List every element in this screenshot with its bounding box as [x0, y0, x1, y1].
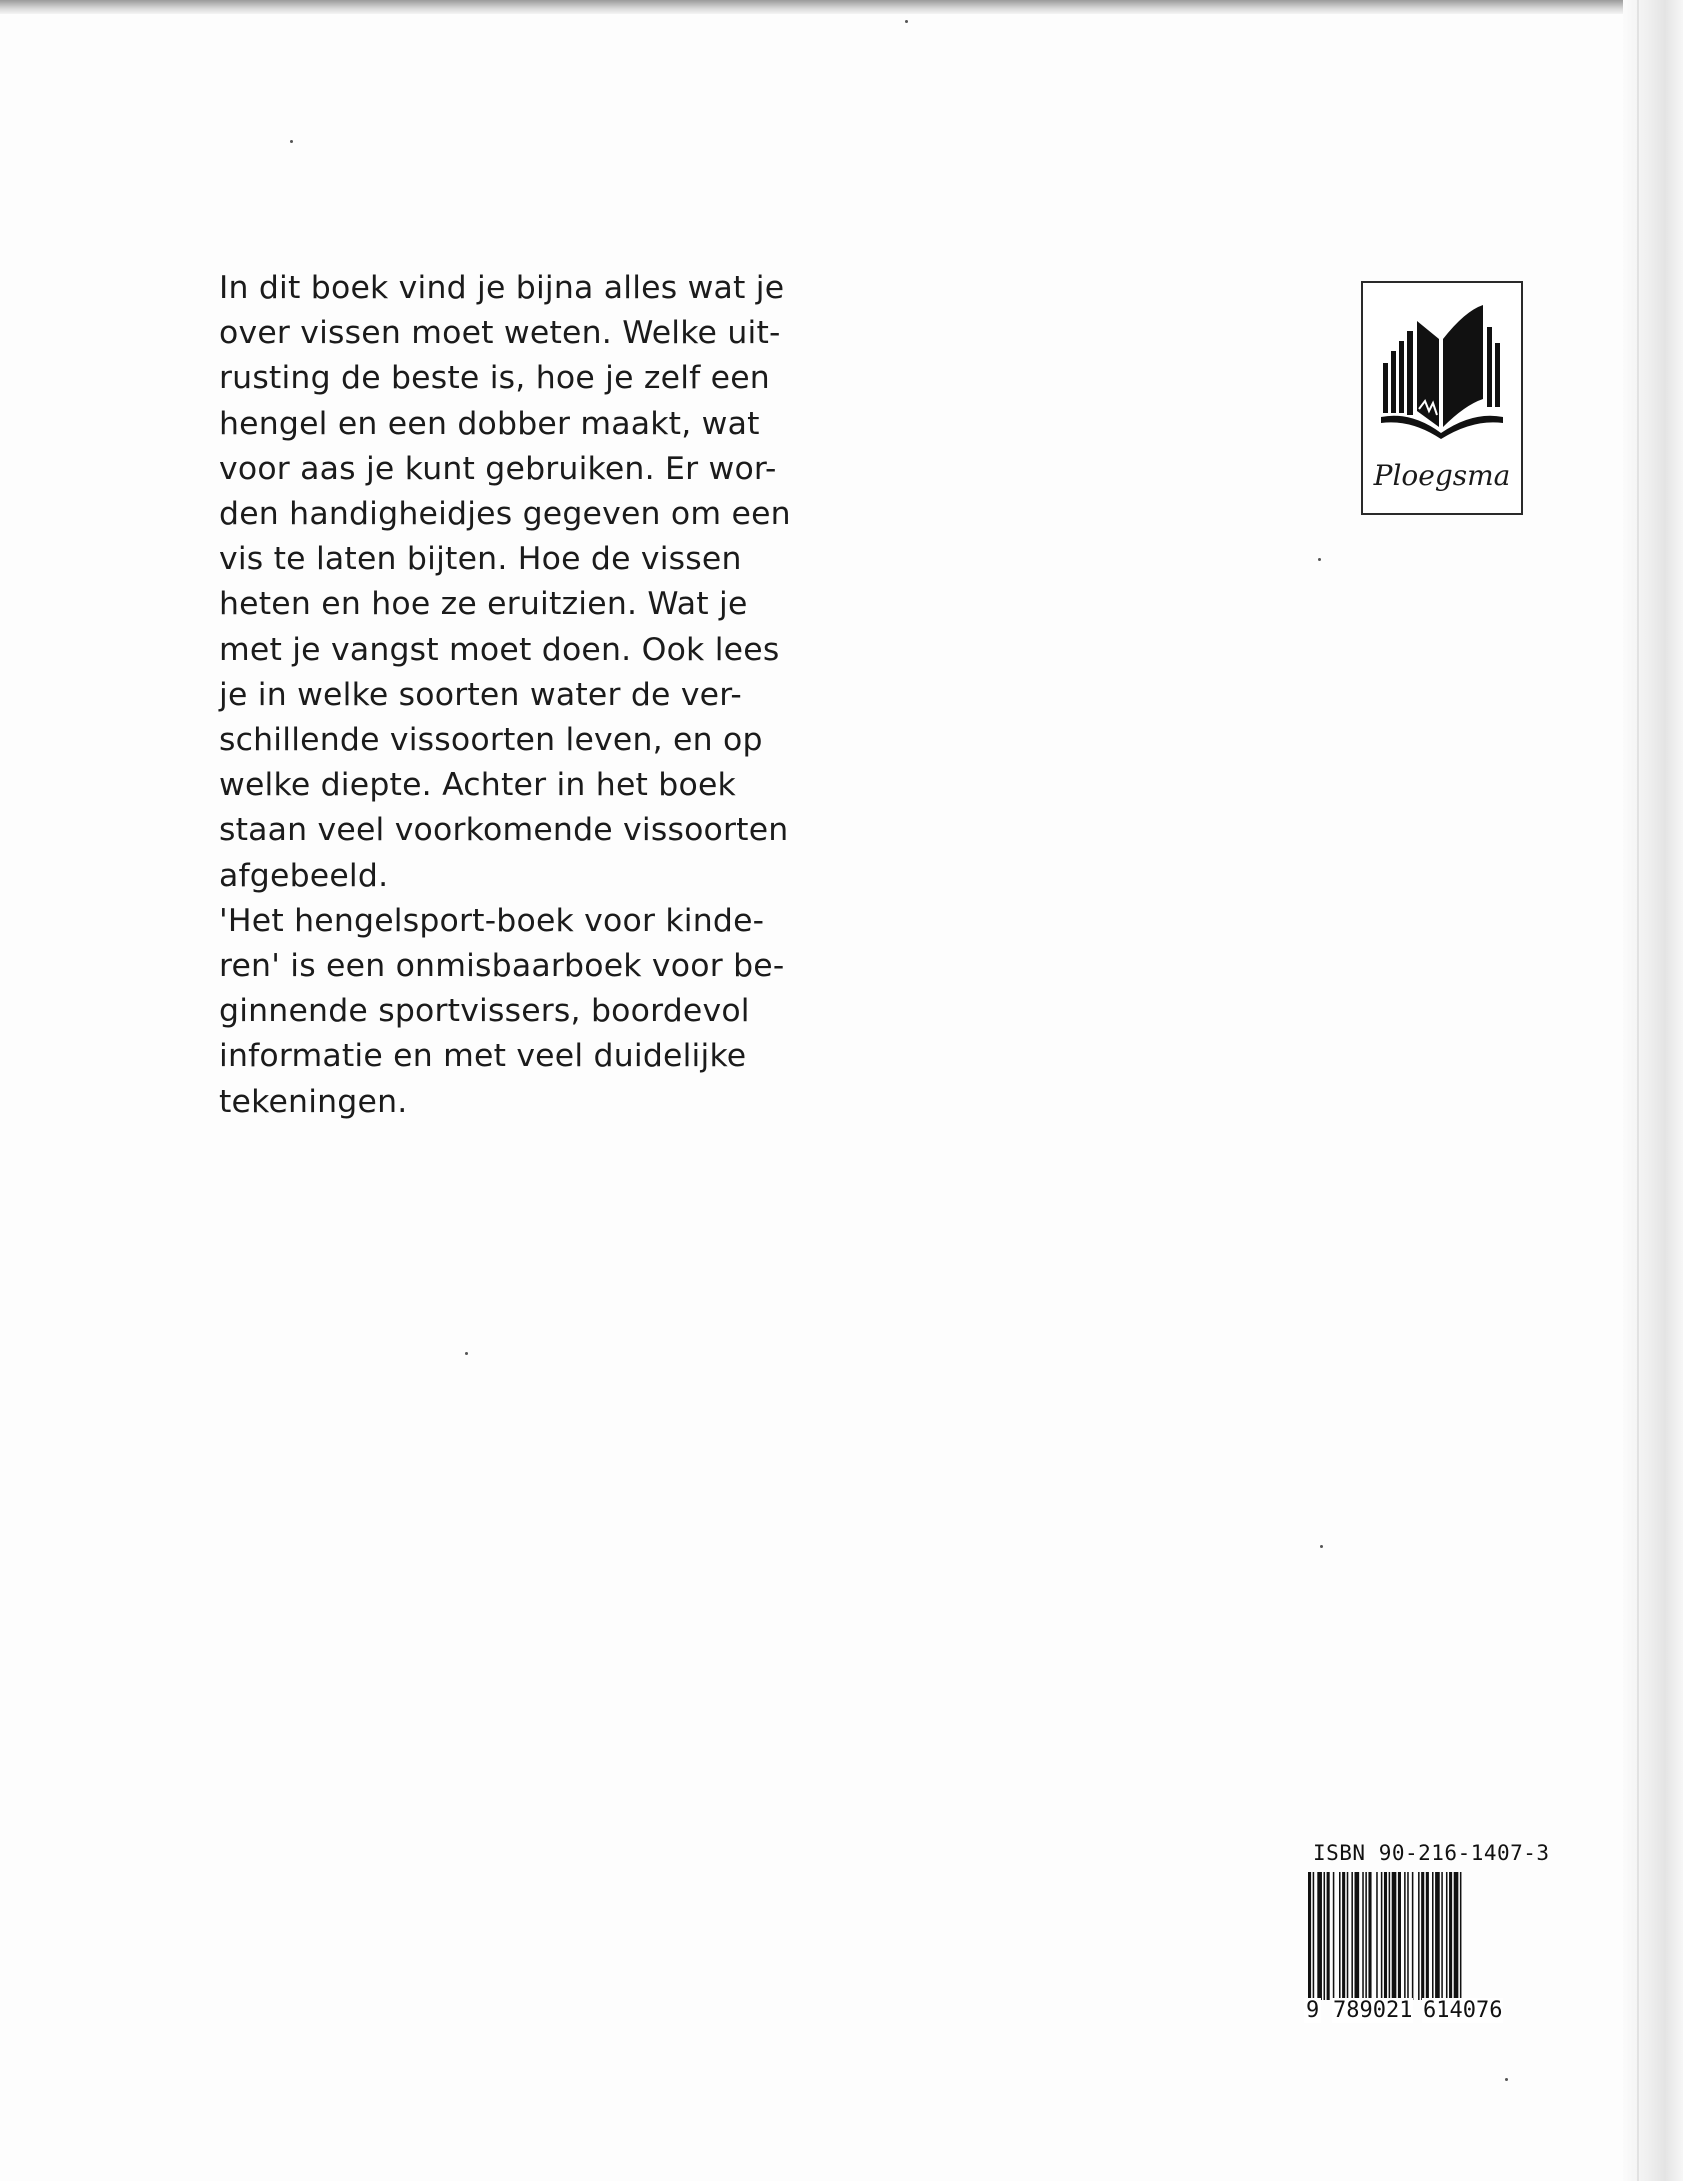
barcode-bar: [1368, 1872, 1371, 2000]
blurb-line: staan veel voorkomende vissoorten: [219, 812, 789, 849]
dust-speck: [905, 20, 908, 23]
blurb-line: tekeningen.: [219, 1083, 408, 1120]
blurb-line: welke diepte. Achter in het boek: [219, 767, 736, 804]
blurb-line: den handigheidjes gegeven om een: [219, 496, 791, 533]
publisher-logo: [1361, 281, 1523, 515]
dust-speck: [1320, 1545, 1323, 1548]
dust-speck: [1505, 2078, 1508, 2081]
barcode-bar: [1365, 1872, 1367, 2000]
barcode-bar: [1404, 1872, 1406, 2000]
blurb-line: informatie en met veel duidelijke: [219, 1038, 747, 1075]
barcode-bar: [1333, 1872, 1335, 2000]
barcode-bar: [1418, 1872, 1420, 2000]
back-cover-blurb: [219, 266, 879, 1125]
isbn-label: ISBN 90-216-1407-3: [1313, 1841, 1550, 1865]
scan-top-edge: [0, 0, 1683, 14]
blurb-line: ginnende sportvissers, boordevol: [219, 993, 750, 1030]
blurb-line: voor aas je kunt gebruiken. Er wor-: [219, 450, 777, 487]
blurb-line: afgebeeld.: [219, 857, 389, 894]
dust-speck: [290, 140, 293, 143]
barcode-bar: [1384, 1872, 1387, 2000]
book-spine-edge: [1623, 0, 1683, 2181]
open-book-icon: [1377, 301, 1507, 441]
barcode-bar: [1421, 1872, 1424, 2000]
blurb-line: schillende vissoorten leven, en op: [219, 722, 763, 759]
barcode-bar: [1407, 1872, 1409, 2000]
barcode-digit-group-1: 789021: [1333, 1998, 1413, 2023]
blurb-line: ren' is een onmisbaarboek voor be-: [219, 948, 785, 985]
barcode-bar: [1355, 1872, 1360, 2000]
barcode-bar: [1435, 1872, 1440, 2000]
barcode-bar: [1381, 1872, 1383, 2000]
blurb-line: hengel en een dobber maakt, wat: [219, 405, 760, 442]
barcode-bar: [1339, 1872, 1341, 2000]
blurb-line: 'Het hengelsport-boek voor kinde-: [219, 902, 765, 939]
blurb-line: over vissen moet weten. Welke uit-: [219, 315, 781, 352]
barcode-first-digit: 9: [1306, 1998, 1320, 2023]
blurb-line: je in welke soorten water de ver-: [219, 676, 742, 713]
barcode-bar: [1324, 1872, 1326, 2000]
barcode-bar: [1317, 1872, 1322, 2000]
barcode-bar: [1426, 1872, 1429, 2000]
barcode-bar: [1362, 1872, 1364, 2000]
dust-speck: [465, 1352, 468, 1355]
spine-fold-line: [1637, 0, 1639, 2181]
barcode-bar: [1446, 1872, 1448, 2000]
publisher-name: Ploegsma: [1373, 459, 1511, 492]
barcode-bar: [1389, 1872, 1391, 2000]
blurb-line: vis te laten bijten. Hoe de vissen: [219, 541, 742, 578]
blurb-line: rusting de beste is, hoe je zelf een: [219, 360, 770, 397]
blurb-line: In dit boek vind je bijna alles wat je: [219, 270, 785, 306]
barcode-digit-group-2: 614076: [1423, 1998, 1503, 2023]
blurb-line: heten en hoe ze eruitzien. Wat je: [219, 586, 748, 623]
barcode-bar: [1327, 1872, 1330, 2000]
barcode-bar: [1412, 1872, 1414, 2000]
barcode-bar: [1351, 1872, 1353, 2000]
barcode-bar: [1347, 1872, 1349, 2000]
barcode-bar: [1342, 1872, 1345, 2000]
barcode-bar: [1376, 1872, 1378, 2000]
blurb-line: met je vangst moet doen. Ook lees: [219, 631, 780, 668]
barcode-bar: [1449, 1872, 1452, 2000]
barcode-bar: [1441, 1872, 1443, 2000]
dust-speck: [1318, 558, 1321, 561]
barcode-bar: [1432, 1872, 1434, 2000]
barcode-bar: [1398, 1872, 1401, 2000]
barcode-bar: [1392, 1872, 1397, 2000]
